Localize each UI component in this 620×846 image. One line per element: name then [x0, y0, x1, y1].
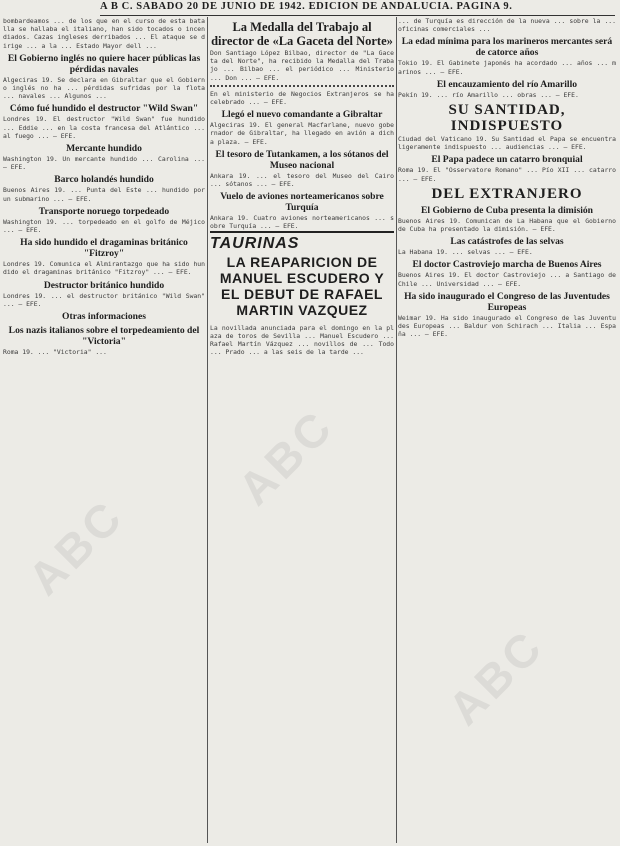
watermark: ABC	[227, 399, 344, 515]
article-body: Londres 19. El destructor "Wild Swan" fue hundido ... Eddie ... en la costa francesa del Atlántico ... al fuego ... — EFE.	[3, 115, 205, 140]
article-body: Buenos Aires 19. El doctor Castroviejo ... a Santiago de Chile ... Universidad ... — EFE.	[398, 271, 616, 288]
article-headline: Mercante hundido	[66, 143, 142, 155]
article-body: Algeciras 19. El general Macfarlane, nuevo gobernador de Gibraltar, ha llegado en avión a dicha plaza. — EFE.	[210, 121, 394, 146]
section-headline: LA REAPARICION DE MANUEL ESCUDERO Y EL DEBUT DE RAFAEL MARTIN VAZQUEZ	[219, 253, 385, 318]
article-body: Roma 19. El "Osservatore Romano" ... Pío XII ... catarro ... — EFE.	[398, 166, 616, 183]
article-headline: Destructor británico hundido	[43, 279, 165, 291]
column-3	[398, 17, 616, 843]
article-body: La Habana 19. ... selvas ... — EFE.	[398, 248, 533, 257]
article-body: Don Santiago López Bilbao, director de "La Gaceta del Norte", ha recibido la Medalla del Trabajo ... Bilbao ... el periódico ... Ministerio ... Don ... — EFE.	[210, 49, 394, 82]
masthead: A B C. SABADO 20 DE JUNIO DE 1942. EDICION DE ANDALUCIA. PAGINA 9.	[100, 1, 615, 16]
article-body: Washington 19. Un mercante hundido ... Carolina ... — EFE.	[3, 155, 205, 172]
article-headline: El Papa padece un catarro bronquial	[431, 154, 583, 166]
section-title: TAURINAS	[210, 234, 300, 252]
separator	[210, 85, 394, 87]
article-headline: Otras informaciones	[62, 311, 146, 323]
article-body: Buenos Aires 19. ... Punta del Este ... hundido por un submarino ... — EFE.	[3, 186, 205, 203]
column-rule	[207, 17, 208, 843]
article-headline: La Medalla del Trabajo al director de «La Gaceta del Norte»	[211, 20, 393, 48]
article-body: Londres 19. Comunica el Almirantazgo que ha sido hundido el dragaminas británico "Fitzroy" ... — EFE.	[3, 260, 205, 277]
article-headline: El Gobierno de Cuba presenta la dimisión	[420, 204, 593, 216]
article-body: En el ministerio de Negocios Extranjeros se ha celebrado ... — EFE.	[210, 89, 394, 107]
article-body: Pekín 19. ... río Amarillo ... obras ... — EFE.	[398, 90, 579, 99]
article-body: Londres 19. ... el destructor británico "Wild Swan" ... — EFE.	[3, 291, 205, 308]
watermark: ABC	[437, 619, 554, 735]
article-headline: La edad mínima para los marineros mercantes será de catorce años	[401, 36, 613, 59]
article-headline: Vuelo de aviones norteamericanos sobre Turquía	[220, 191, 384, 214]
article-body: ... de Turquía es dirección de la nueva ... sobre la ... oficinas comerciales ...	[398, 17, 616, 34]
article-body: Buenos Aires 19. Comunican de La Habana que el Gobierno de Cuba ha presentado la dimisión. — EFE.	[398, 216, 616, 234]
article-headline: El Gobierno inglés no quiere hacer públicas las pérdidas navales	[7, 52, 201, 75]
article-body: Ciudad del Vaticano 19. Su Santidad el Papa se encuentra ligeramente indispuesto ... audiencias ... — EFE.	[398, 135, 616, 152]
article-body: Roma 19. ... "Victoria" ...	[3, 348, 107, 357]
article-body: Algeciras 19. Se declara en Gibraltar que el Gobierno inglés no ha ... pérdidas sufridas por la flota ... navales ... Algunos ...	[3, 75, 205, 101]
article-headline: Las catástrofes de las selvas	[450, 236, 564, 248]
article-body: Ankara 19. ... el tesoro del Museo del Cairo ... sótanos ... — EFE.	[210, 171, 394, 189]
article-body: Weimar 19. Ha sido inaugurado el Congreso de las Juventudes Europeas ... Baldur von Schirach ... Italia ... España ... — EFE.	[398, 313, 616, 339]
column-rule	[396, 17, 397, 843]
article-headline: Los nazis italianos sobre el torpedeamiento del "Victoria"	[8, 325, 200, 348]
article-headline: Ha sido hundido el dragaminas británico "Fitzroy"	[20, 237, 188, 260]
article-headline: Barco holandés hundido	[54, 174, 154, 186]
article-body: Tokio 19. El Gabinete japonés ha acordado ... años ... marinos ... — EFE.	[398, 59, 616, 76]
column-1	[3, 17, 205, 843]
article-headline: Transporte noruego torpedeado	[38, 205, 170, 217]
article-headline: El encauzamiento del río Amarillo	[436, 78, 578, 90]
watermark: ABC	[17, 489, 134, 605]
article-body: La novillada anunciada para el domingo en la plaza de toros de Sevilla ... Manuel Escudero ... Rafael Martín Vázquez ... novillos de ... Todo ... Prado ... a las seis de la tarde ...	[210, 323, 394, 357]
column-2	[210, 17, 394, 843]
article-headline: Cómo fué hundido el destructor "Wild Swan"	[9, 103, 199, 115]
article-headline: SU SANTIDAD, INDISPUESTO	[448, 102, 566, 135]
article-headline: El tesoro de Tutankamen, a los sótanos del Museo nacional	[215, 148, 389, 171]
article-body: bombardeamos ... de los que en el curso de esta batalla se hallaba el italiano, han sido tocados o incendiados. Cazas ingleses derribados ... El ataque se dirige ... a la ... Estado Mayor dell ...	[3, 17, 205, 50]
section-box	[210, 231, 394, 252]
article-headline: Ha sido inaugurado el Congreso de las Juventudes Europeas	[404, 290, 610, 313]
article-headline: El doctor Castroviejo marcha de Buenos Aires	[412, 259, 602, 271]
article-headline: Llegó el nuevo comandante a Gibraltar	[221, 109, 383, 121]
article-headline: DEL EXTRANJERO	[431, 185, 583, 202]
article-body: Ankara 19. Cuatro aviones norteamericanos ... sobre Turquía ... — EFE.	[210, 214, 394, 231]
article-body: Washington 19. ... torpedeado en el golfo de Méjico ... — EFE.	[3, 217, 205, 235]
